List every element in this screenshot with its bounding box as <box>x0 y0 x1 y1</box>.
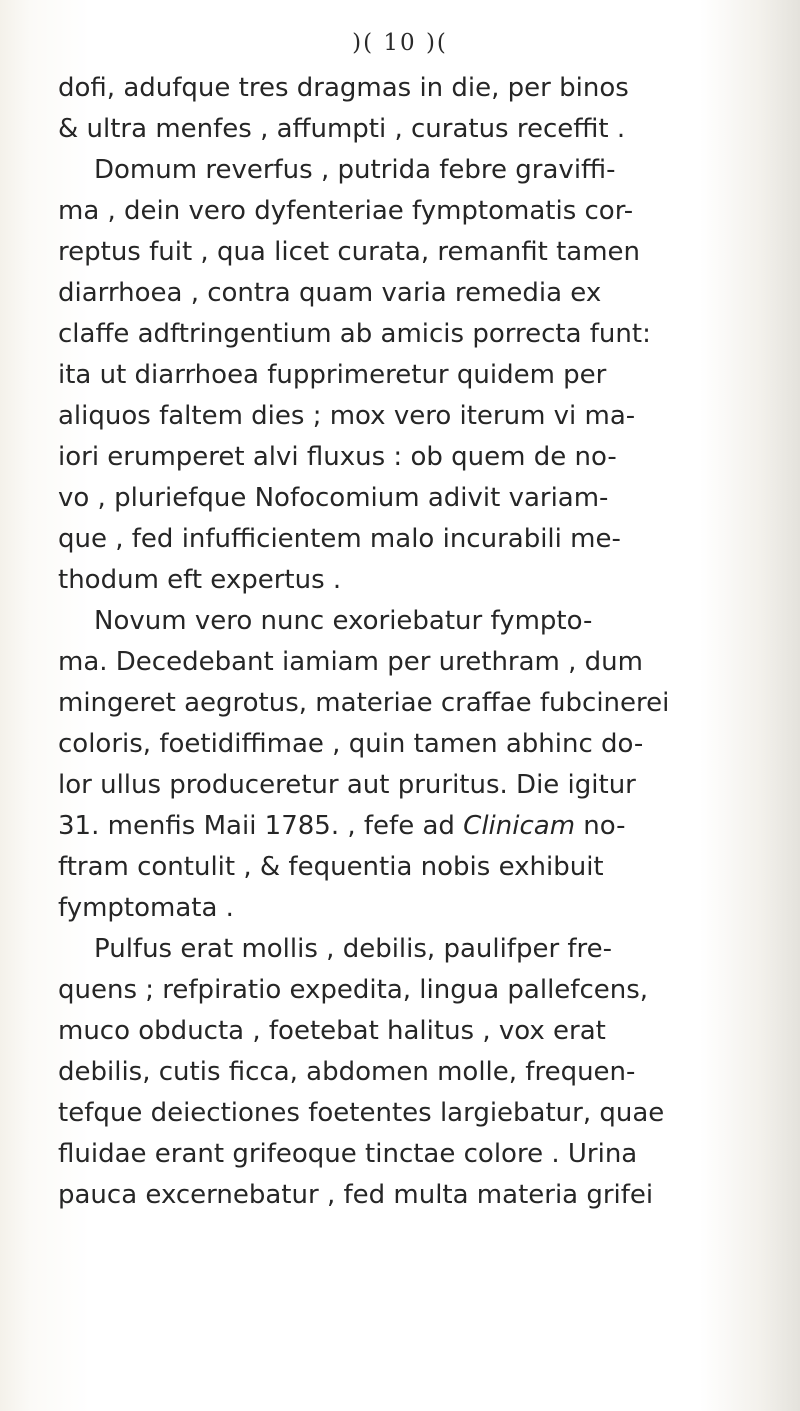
page-number-header: )( 10 )( <box>352 30 448 56</box>
text-line: coloris, foetidiffimae , quin tamen abhinc do- <box>58 729 644 759</box>
text-line: vo , pluriefque Nofocomium adivit variam- <box>58 483 609 513</box>
text-line: quens ; refpiratio expedita, lingua pallefcens, <box>58 975 649 1005</box>
paragraph-start-line: Pulfus erat mollis , debilis, paulifper fre- <box>94 934 613 964</box>
text-line: tefque deiectiones foetentes largiebatur, quae <box>58 1098 665 1128</box>
text-line: lor ullus produceretur aut pruritus. Die igitur <box>58 770 636 800</box>
text-line: thodum eft expertus . <box>58 565 342 595</box>
body-text <box>58 68 790 1216</box>
text-line: debilis, cutis ficca, abdomen molle, frequen- <box>58 1057 636 1087</box>
text-line-with-emphasis <box>58 806 790 847</box>
text-line: aliquos faltem dies ; mox vero iterum vi ma- <box>58 401 636 431</box>
paragraph-start-line: Novum vero nunc exoriebatur fympto- <box>94 606 593 636</box>
text-line: ita ut diarrhoea fupprimeretur quidem per <box>58 360 607 390</box>
text-line: diarrhoea , contra quam varia remedia ex <box>58 278 602 308</box>
text-line: ma , dein vero dyfenteriae fymptomatis cor- <box>58 196 634 226</box>
text-line: fluidae erant grifeoque tinctae colore . Urina <box>58 1139 638 1169</box>
text-line: mingeret aegrotus, materiae craffae fubcinerei <box>58 688 670 718</box>
text-line: ma. Decedebant iamiam per urethram , dum <box>58 647 643 677</box>
text-line: claffe adftringentium ab amicis porrecta funt: <box>58 319 651 349</box>
text-line: muco obducta , foetebat halitus , vox erat <box>58 1016 606 1046</box>
text-segment: no- <box>575 811 626 841</box>
text-line: fymptomata . <box>58 893 234 923</box>
emphasized-word: Clinicam <box>463 811 576 841</box>
text-line: que , fed infufficientem malo incurabili me- <box>58 524 621 554</box>
text-line: dofi, adufque tres dragmas in die, per binos <box>58 73 629 103</box>
paragraph-start-line: Domum reverfus , putrida febre graviffi- <box>94 155 616 185</box>
text-line: pauca excernebatur , fed multa materia grifei <box>58 1180 654 1210</box>
text-line: reptus fuit , qua licet curata, remanfit tamen <box>58 237 640 267</box>
text-segment: 31. menfis Maii 1785. , fefe ad <box>58 811 455 841</box>
text-line: iori erumperet alvi fluxus : ob quem de no- <box>58 442 617 472</box>
text-line: ftram contulit , & fequentia nobis exhibuit <box>58 852 604 882</box>
text-line: & ultra menfes , affumpti , curatus receffit . <box>58 114 626 144</box>
